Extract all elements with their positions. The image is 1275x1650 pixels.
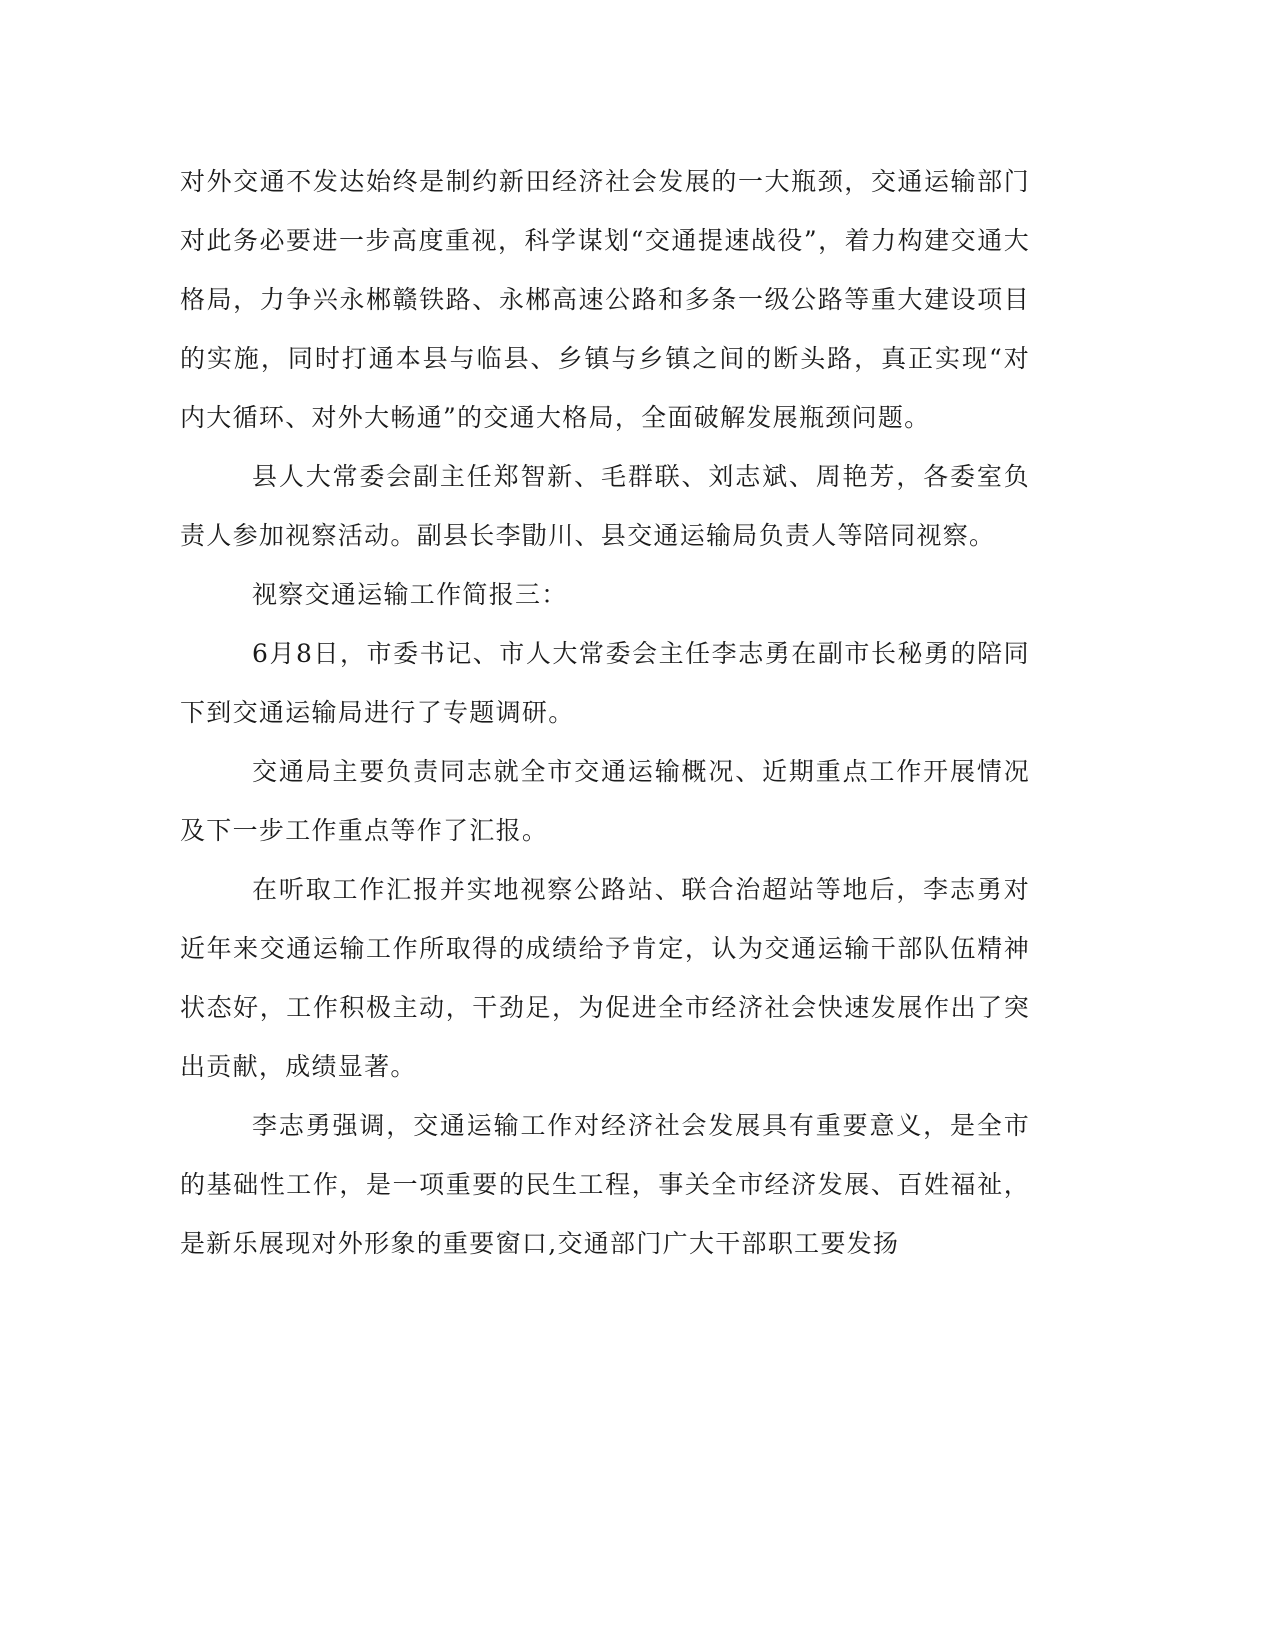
paragraph-6: 在听取工作汇报并实地视察公路站、联合治超站等地后，李志勇对近年来交通运输工作所取得的成绩给予肯定，认为交通运输干部队伍精神状态好，工作积极主动，干劲足，为促进全市经济社会快速发展作出了突出贡献，成绩显著。 [180, 875, 1030, 1081]
document-body [180, 152, 1030, 1273]
paragraph-2: 县人大常委会副主任郑智新、毛群联、刘志斌、周艳芳，各委室负责人参加视察活动。副县长李勖川、县交通运输局负责人等陪同视察。 [180, 462, 1030, 550]
paragraph-7: 李志勇强调，交通运输工作对经济社会发展具有重要意义，是全市的基础性工作，是一项重要的民生工程，事关全市经济发展、百姓福祉，是新乐展现对外形象的重要窗口,交通部门广大干部职工要发扬 [180, 1111, 1030, 1258]
paragraph-4: 6月8日，市委书记、市人大常委会主任李志勇在副市长秘勇的陪同下到交通运输局进行了专题调研。 [180, 639, 1030, 727]
paragraph-1: 对外交通不发达始终是制约新田经济社会发展的一大瓶颈，交通运输部门对此务必要进一步高度重视，科学谋划“交通提速战役”，着力构建交通大格局，力争兴永郴赣铁路、永郴高速公路和多条一级公路等重大建设项目的实施，同时打通本县与临县、乡镇与乡镇之间的断头路，真正实现“对内大循环、对外大畅通”的交通大格局，全面破解发展瓶颈问题。 [180, 167, 1030, 432]
paragraph-5: 交通局主要负责同志就全市交通运输概况、近期重点工作开展情况及下一步工作重点等作了汇报。 [180, 757, 1030, 845]
paragraph-3-heading: 视察交通运输工作简报三： [252, 580, 568, 609]
